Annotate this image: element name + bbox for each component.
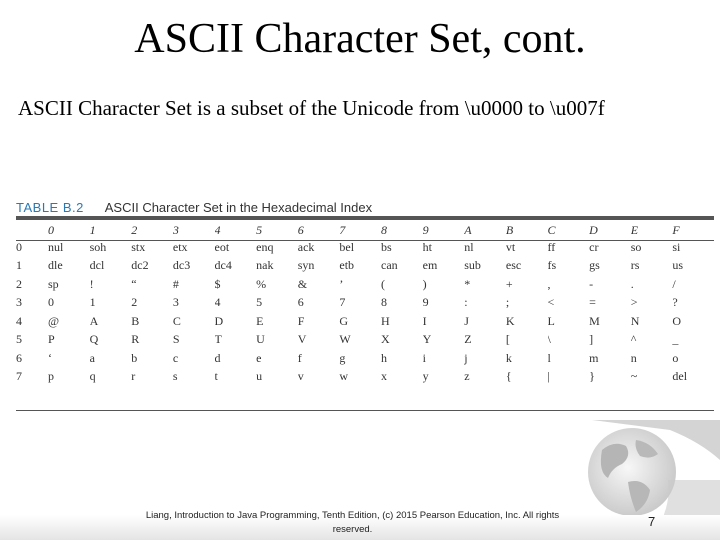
table-cell: 8 [381,295,387,310]
table-cell: etb [339,258,355,273]
table-cell: ? [672,295,678,310]
table-cell: del [672,369,688,384]
table-cell: ff [547,239,556,254]
table-cell: z [464,369,470,384]
table-cell: si [672,239,681,254]
table-cell: e [256,350,262,365]
table-cell: L [547,313,555,328]
table-cell: ] [589,332,594,347]
slide-title: ASCII Character Set, cont. [134,16,586,62]
table-cell: t [214,369,218,384]
table-cell: u [256,369,263,384]
table-cell: ! [89,276,94,291]
table-cell: } [589,369,595,384]
table-cell: cr [589,239,599,254]
row-header: 1 [16,258,22,273]
table-cell: q [89,369,96,384]
table-cell: fs [547,258,557,273]
table-row [16,312,714,331]
table-cell: - [589,276,594,291]
col-header: 8 [381,222,387,237]
row-header: 4 [16,313,22,328]
table-cell: H [381,313,390,328]
table-cell: * [464,276,471,291]
table-cell: us [672,258,684,273]
table-cell: 6 [297,295,304,310]
table-cell: l [547,350,551,365]
table-cell: y [422,369,429,384]
table-cell: etx [172,239,188,254]
table-cell: X [381,332,390,347]
table-cell: 1 [89,295,96,310]
table-cell: T [214,332,222,347]
table-cell: R [131,332,140,347]
table-cell: h [381,350,387,365]
table-cell: nl [464,239,474,254]
table-cell: Z [464,332,472,347]
table-cell: ; [505,295,510,310]
table-cell: D [214,313,224,328]
table-row [16,238,714,257]
row-header: 5 [16,332,22,347]
table-row [16,331,714,350]
table-cell: 4 [214,295,221,310]
table-cell: 9 [422,295,429,310]
table-cell: bs [381,239,392,254]
col-header: D [589,222,598,237]
table-cell: nul [48,239,64,254]
col-header: 2 [131,222,138,237]
table-top-rule [16,216,714,220]
table-cell: = [589,295,596,310]
table-cell: bel [339,239,355,254]
table-cell: g [339,350,346,365]
table-cell: 0 [48,295,54,310]
table-cell: w [339,369,349,384]
col-header: 4 [214,222,221,237]
table-cell: I [422,313,427,328]
table-cell: o [672,350,679,365]
table-cell: C [172,313,181,328]
col-header: C [547,222,556,237]
table-cell: < [547,295,555,310]
table-cell: O [672,313,682,328]
col-header: B [505,222,514,237]
table-cell: so [630,239,642,254]
table-cell: m [589,350,599,365]
table-cell: N [630,313,640,328]
table-cell: % [256,276,267,291]
col-header: 7 [339,222,346,237]
table-cell: “ [131,276,137,291]
table-row [16,368,714,387]
table-cell: soh [89,239,107,254]
table-cell: can [381,258,398,273]
table-header-row [16,222,714,238]
table-cell: A [89,313,99,328]
table-label: TABLE B.2 [16,200,84,215]
table-cell: x [381,369,387,384]
table-cell: ^ [630,332,637,347]
table-cell: / [672,276,676,291]
slide-subtitle: ASCII Character Set is a subset of the Unicode from \u0000 to \u007f [18,96,605,120]
table-title: ASCII Character Set in the Hexadecimal Index [104,200,373,215]
table-cell: sub [464,258,481,273]
row-header: 6 [16,350,22,365]
col-header: 0 [48,222,54,237]
col-header: 5 [256,222,263,237]
table-cell: j [464,350,468,365]
table-caption [16,200,372,215]
table-cell: P [48,332,55,347]
table-cell: dc4 [214,258,232,273]
table-cell: rs [630,258,640,273]
table-cell: a [89,350,95,365]
table-cell: M [589,313,600,328]
table-cell: U [256,332,265,347]
table-cell: dc2 [131,258,149,273]
table-cell: f [297,350,302,365]
table-cell: | [547,369,550,384]
table-cell: J [464,313,469,328]
table-cell: $ [214,276,221,291]
table-row [16,257,714,276]
table-cell: sp [48,276,59,291]
table-cell: p [48,369,54,384]
table-cell: n [630,350,637,365]
table-cell: k [505,350,512,365]
row-header: 0 [16,239,22,254]
row-header: 2 [16,276,22,291]
corner-cell [16,222,48,238]
col-header: 3 [172,222,179,237]
table-cell: vt [505,239,516,254]
row-header: 7 [16,369,22,384]
table-cell: dle [48,258,63,273]
table-cell: 3 [172,295,179,310]
table-cell: S [172,332,180,347]
table-cell: ‘ [48,350,52,365]
table-cell: dcl [89,258,105,273]
table-cell: K [505,313,515,328]
table-cell: , [547,276,551,291]
table-cell: esc [505,258,522,273]
table-cell: em [422,258,438,273]
footer-copyright: Liang, Introduction to Java Programming, Tenth Edition, (c) 2015 Pearson Education, Inc. All rights reserved. [145,510,560,535]
col-header: 6 [297,222,304,237]
table-cell: syn [297,258,315,273]
table-cell: dc3 [172,258,191,273]
table-cell: v [297,369,304,384]
table-cell: # [172,276,179,291]
table-cell: ht [422,239,432,254]
table-cell: nak [256,258,274,273]
col-header: A [464,222,472,237]
table-cell: & [297,276,308,291]
table-cell: 2 [131,295,138,310]
table-cell: 5 [256,295,263,310]
table-cell: ( [381,276,385,291]
table-cell: G [339,313,349,328]
table-bottom-rule [16,410,714,411]
table-cell: 7 [339,295,346,310]
table-body [16,238,714,386]
table-cell: ~ [630,369,638,384]
table-cell: ’ [339,276,344,291]
table-cell: c [172,350,179,365]
col-header: F [672,222,680,237]
table-cell: enq [256,239,274,254]
table-cell: W [339,332,351,347]
table-cell: s [172,369,178,384]
col-header: 1 [89,222,96,237]
table-cell: [ [505,332,510,347]
ascii-table [16,222,714,386]
table-cell: F [297,313,305,328]
table-cell: d [214,350,221,365]
table-cell: : [464,295,468,310]
col-header: 9 [422,222,429,237]
table-cell: b [131,350,138,365]
table-cell: ) [422,276,427,291]
col-header: E [630,222,639,237]
table-cell: Y [422,332,432,347]
table-cell: gs [589,258,600,273]
table-cell: \ [547,332,551,347]
table-cell: eot [214,239,230,254]
table-row [16,294,714,313]
page-number: 7 [648,514,656,529]
table-cell: r [131,369,136,384]
table-cell: > [630,295,638,310]
table-row [16,275,714,294]
table-row [16,349,714,368]
table-cell: @ [48,313,60,328]
table-cell: _ [672,332,679,347]
table-cell: . [630,276,634,291]
table-cell: V [297,332,307,347]
table-cell: { [505,369,512,384]
table-cell: Q [89,332,99,347]
table-cell: + [505,276,513,291]
table-cell: stx [131,239,146,254]
table-cell: B [131,313,140,328]
table-cell: ack [297,239,315,254]
table-cell: E [256,313,264,328]
table-cell: i [422,350,426,365]
row-header: 3 [16,295,22,310]
